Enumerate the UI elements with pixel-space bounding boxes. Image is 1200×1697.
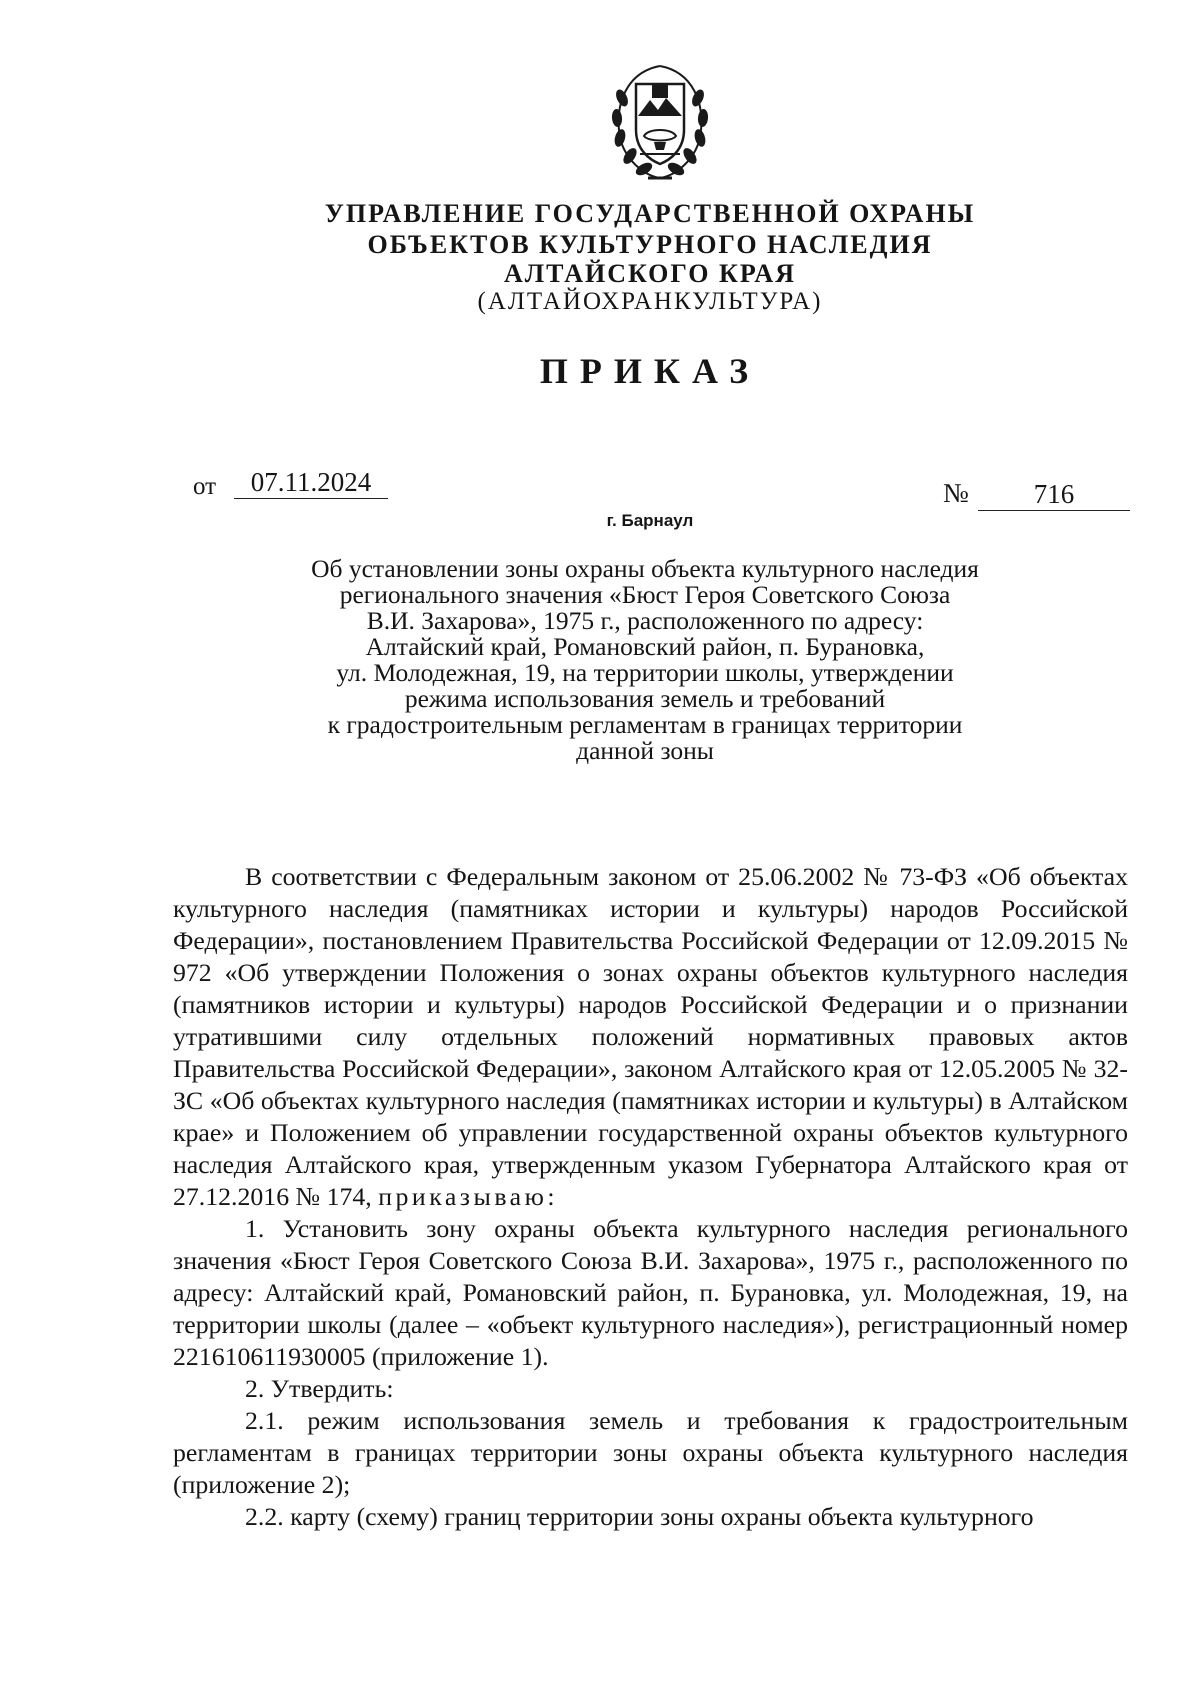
item-2-2: 2.2. карту (схему) границ территории зоны охраны объекта культурного: [245, 1502, 1034, 1531]
date-prefix: от: [193, 473, 217, 500]
agency-name-line2: ОБЪЕКТОВ КУЛЬТУРНОГО НАСЛЕДИЯ: [367, 230, 933, 259]
order-number: 716: [978, 478, 1130, 511]
preamble-text: В соответствии с Федеральным законом от 25.06.2002 № 73-ФЗ «Об объектах культурного наследия (памятниках истории и культуры) народов Российской Федерации», постановлением Правительства Российской Федерации от 12.09.2015 № 972 «Об утверждении Положения о зонах охраны объектов культурного наследия (памятников истории и культуры) народов Российской Федерации и о признании утратившими силу отдельных положений нормативных правовых актов Правительства Российской Федерации», законом Алтайского края от 12.05.2005 № 32-ЗС «Об объектах культурного наследия (памятниках истории и культуры) в Алтайском крае» и Положением об управлении государственной охраны объектов культурного наследия Алтайского края, утвержденным указом Губернатора Алтайского края от 27.12.2016 № 174,: [173, 862, 1128, 1211]
issue-city: г. Барнаул: [606, 511, 694, 530]
item-1: 1. Установить зону охраны объекта культурного наследия регионального значения «Бюст Героя Советского Союза В.И. Захарова», 1975 г., расположенного по адресу: Алтайский край, Романовский район, п. Бурановка, ул. Молодежная, 19, на территории школы (далее – «объект культурного наследия»), регистрационный номер 221610611930005 (приложение 1).: [173, 1214, 1128, 1371]
number-sign: №: [943, 478, 969, 508]
item-2-1: 2.1. режим использования земель и требования к градостроительным регламентам в границах территории зоны охраны объекта культурного наследия (приложение 2);: [173, 1406, 1128, 1499]
subject-line: Об установлении зоны охраны объекта культурного наследия: [311, 554, 979, 583]
coat-of-arms-icon: [600, 58, 720, 186]
agency-abbreviation: (АЛТАЙОХРАНКУЛЬТУРА): [477, 288, 823, 315]
order-word: приказываю:: [378, 1182, 559, 1211]
preamble-paragraph: [173, 861, 1128, 1213]
order-subject: [250, 556, 1040, 764]
item-2: 2. Утвердить:: [245, 1374, 394, 1403]
subject-line: к градостроительным регламентам в границах территории: [327, 710, 963, 739]
subject-line: В.И. Захарова», 1975 г., расположенного по адресу:: [366, 606, 924, 635]
agency-name-line3: АЛТАЙСКОГО КРАЯ: [504, 259, 796, 288]
agency-name-line1: УПРАВЛЕНИЕ ГОСУДАРСТВЕННОЙ ОХРАНЫ: [324, 199, 976, 228]
subject-line: ул. Молодежная, 19, на территории школы, утверждении: [336, 658, 954, 687]
order-title: ПРИКАЗ: [539, 351, 761, 391]
subject-line: данной зоны: [576, 736, 714, 765]
subject-line: регионального значения «Бюст Героя Советского Союза: [339, 580, 951, 609]
order-date: 07.11.2024: [234, 466, 388, 499]
subject-line: режима использования земель и требований: [404, 684, 886, 713]
order-body: [173, 861, 1128, 1533]
subject-line: Алтайский край, Романовский район, п. Бурановка,: [365, 632, 925, 661]
